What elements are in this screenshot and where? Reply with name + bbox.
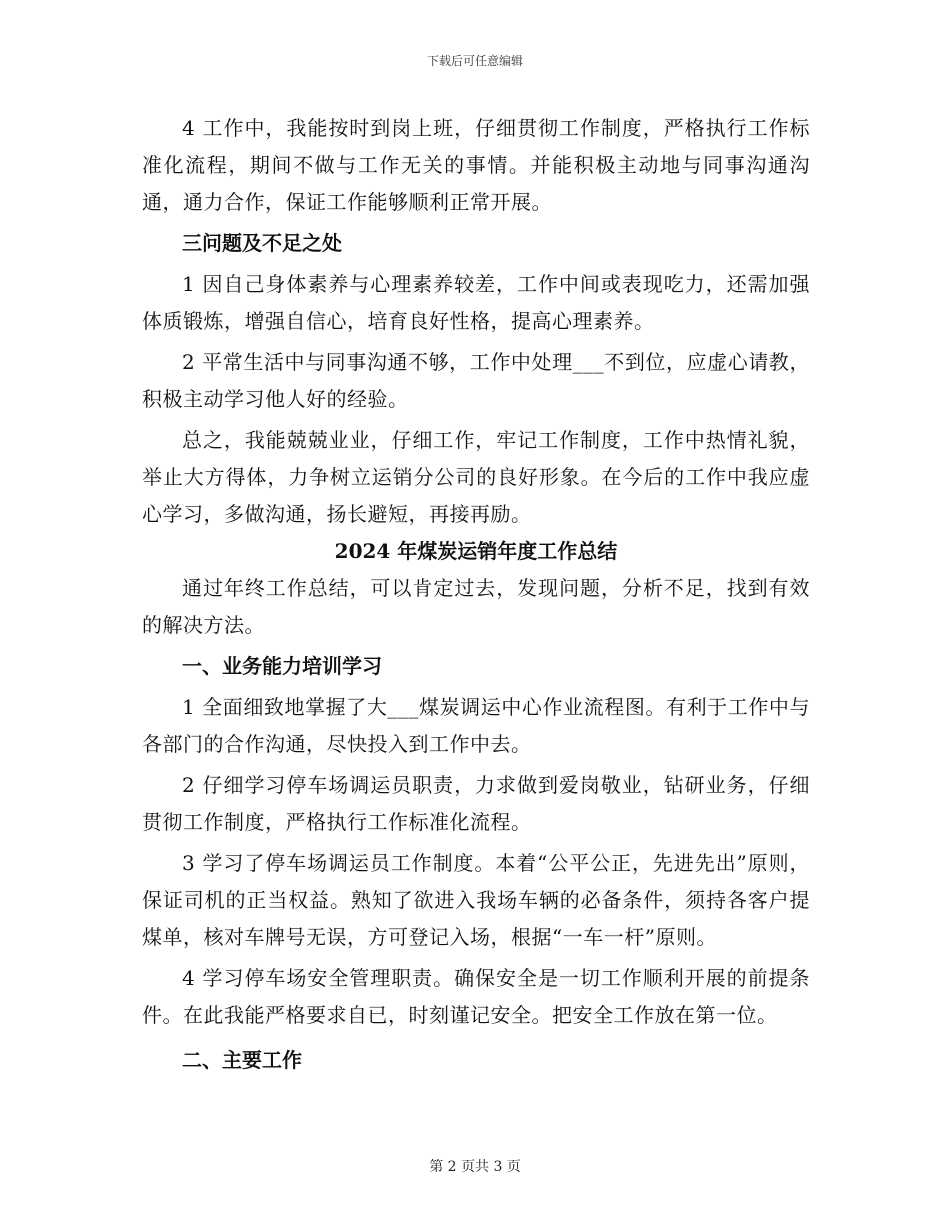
paragraph: 2 平常生活中与同事沟通不够，工作中处理___不到位，应虚心请教，积极主动学习他人好的经验。 — [142, 350, 810, 411]
section-heading: 二、主要工作 — [182, 1048, 302, 1072]
paragraph: 总之，我能兢兢业业，仔细工作，牢记工作制度，工作中热情礼貌，举止大方得体，力争树立运销分公司的良好形象。在今后的工作中我应虚心学习，多做沟通，扬长避短，再接再励。 — [142, 428, 810, 526]
section-heading: 一、业务能力培训学习 — [182, 654, 382, 678]
paragraph: 4 工作中，我能按时到岗上班，仔细贯彻工作制度，严格执行工作标准化流程，期间不做与工作无关的事情。并能积极主动地与同事沟通沟通，通力合作，保证工作能够顺利正常开展。 — [142, 116, 810, 214]
section-heading: 三问题及不足之处 — [182, 231, 342, 255]
paragraph: 3 学习了停车场调运员工作制度。本着“公平公正，先进先出”原则，保证司机的正当权益。熟知了欲进入我场车辆的必备条件，须持各客户提煤单，核对车牌号无误，方可登记入场，根据“一车一杆”原则。 — [142, 851, 810, 949]
page-footer: 第 2 页共 3 页 — [429, 1159, 521, 1175]
paragraph: 通过年终工作总结，可以肯定过去，发现问题，分析不足，找到有效的解决方法。 — [142, 576, 810, 637]
paragraph: 1 因自己身体素养与心理素养较差，工作中间或表现吃力，还需加强体质锻炼，增强自信心，培育良好性格，提高心理素养。 — [142, 272, 810, 333]
paragraph: 1 全面细致地掌握了大___煤炭调运中心作业流程图。有利于工作中与各部门的合作沟通，尽快投入到工作中去。 — [142, 695, 810, 756]
page-header: 下载后可任意编辑 — [426, 54, 523, 68]
paragraph: 4 学习停车场安全管理职责。确保安全是一切工作顺利开展的前提条件。在此我能严格要求自已，时刻谨记安全。把安全工作放在第一位。 — [142, 966, 810, 1027]
paragraph: 2 仔细学习停车场调运员职责，力求做到爱岗敬业，钻研业务，仔细贯彻工作制度，严格执行工作标准化流程。 — [142, 773, 810, 834]
document-body — [142, 110, 810, 1079]
document-title: 2024 年煤炭运销年度工作总结 — [334, 539, 618, 563]
